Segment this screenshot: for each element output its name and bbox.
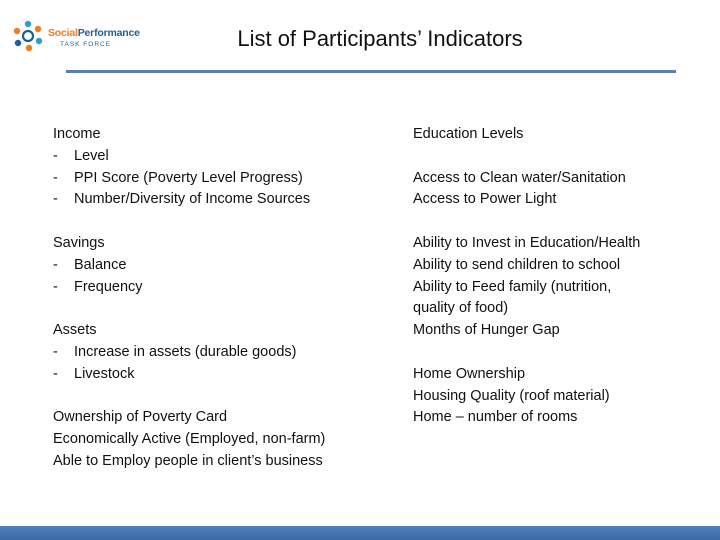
group-heading: Income bbox=[53, 126, 101, 142]
footer-bar bbox=[0, 526, 720, 540]
indicator-line: Ability to send children to school bbox=[413, 256, 621, 273]
logo-word-social: Social bbox=[48, 27, 78, 39]
indicator-line: Months of Hunger Gap bbox=[413, 322, 560, 339]
indicator-line: Ownership of Poverty Card bbox=[53, 409, 228, 426]
page-title: List of Participants’ Indicators bbox=[237, 26, 523, 51]
bullet-item: - Level bbox=[53, 147, 109, 164]
indicator-line: Access to Clean water/Sanitation bbox=[413, 169, 626, 186]
title-divider bbox=[66, 70, 676, 73]
indicator-line: Access to Power Light bbox=[413, 191, 557, 208]
indicator-line: Education Levels bbox=[413, 126, 524, 142]
indicator-line: Able to Employ people in client’s business bbox=[53, 452, 323, 469]
right-indicator-column bbox=[413, 124, 703, 451]
bullet-item: - Balance bbox=[53, 256, 127, 273]
bullet-item: - Increase in assets (durable goods) bbox=[53, 343, 297, 360]
bullet-item: - Frequency bbox=[53, 278, 143, 295]
employment-group bbox=[53, 407, 393, 472]
group-heading: Assets bbox=[53, 322, 97, 339]
indicator-line: Housing Quality (roof material) bbox=[413, 387, 610, 404]
welfare-group bbox=[413, 233, 703, 342]
indicator-line: Economically Active (Employed, non-farm) bbox=[53, 431, 326, 448]
assets-group bbox=[53, 320, 393, 385]
indicator-line: quality of food) bbox=[413, 300, 509, 317]
housing-group bbox=[413, 364, 703, 429]
indicator-line: Ability to Feed family (nutrition, bbox=[413, 278, 612, 295]
indicator-line: Home – number of rooms bbox=[413, 409, 578, 426]
group-heading: Savings bbox=[53, 234, 105, 251]
left-indicator-column bbox=[53, 124, 393, 495]
savings-group bbox=[53, 233, 393, 298]
logo-people-circle-icon bbox=[10, 18, 46, 54]
logo-word-performance: Performance bbox=[77, 27, 140, 39]
utilities-group bbox=[413, 168, 703, 212]
indicator-line: Home Ownership bbox=[413, 365, 526, 382]
education-group bbox=[413, 124, 703, 146]
income-group bbox=[53, 124, 393, 211]
social-performance-task-force-logo bbox=[10, 16, 140, 56]
bullet-item: - Livestock bbox=[53, 365, 135, 382]
logo-wordmark bbox=[48, 27, 140, 39]
bullet-item: - PPI Score (Poverty Level Progress) bbox=[53, 169, 303, 186]
logo-subtitle: TASK FORCE bbox=[60, 41, 112, 48]
indicator-line: Ability to Invest in Education/Health bbox=[413, 234, 641, 251]
bullet-item: - Number/Diversity of Income Sources bbox=[53, 191, 311, 208]
